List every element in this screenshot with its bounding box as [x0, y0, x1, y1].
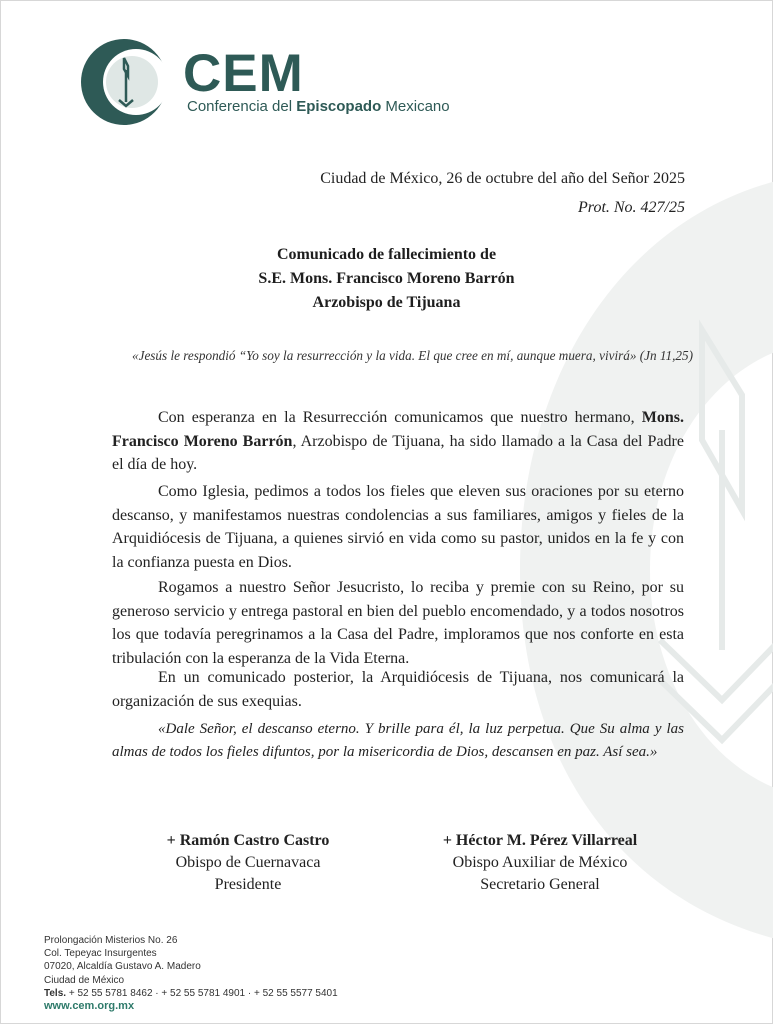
address-line: Prolongación Misterios No. 26	[44, 935, 178, 946]
closing-prayer: «Dale Señor, el descanso eterno. Y brille para él, la luz perpetua. Que Su alma y las almas de todos los fieles difuntos, por la misericordia de Dios, descansen en paz. Así sea.»	[112, 721, 684, 760]
signature-president	[148, 830, 348, 896]
signer-position: Presidente	[214, 876, 282, 893]
protocol-number: Prot. No. 427/25	[578, 199, 685, 216]
signer-role: Obispo de Cuernavaca	[175, 854, 321, 871]
bible-epigraph: «Jesús le respondió “Yo soy la resurrección y la vida. El que cree en mí, aunque muera, vivirá» (Jn 11,25)	[132, 348, 693, 363]
address-line: Ciudad de México	[44, 974, 125, 986]
website-link[interactable]: www.cem.org.mx	[44, 1000, 135, 1012]
document-title-line: Comunicado de fallecimiento de	[276, 246, 497, 263]
signer-position: Secretario General	[480, 876, 600, 893]
phone-line: Tels. + 52 55 5781 8462 · + 52 55 5781 4901 · + 52 55 5577 5401	[44, 987, 338, 999]
document-title-line: Arzobispo de Tijuana	[312, 294, 461, 311]
paragraph-prayers: Como Iglesia, pedimos a todos los fieles que eleven sus oraciones por su eterno descanso, y manifestamos nuestras condolencias a sus familiares, amigos y fieles de la Arquidiócesis de Tijuana, a quienes sirvió en vida como su pastor, unidos en la fe y con la confianza puesta en Dios.	[112, 483, 684, 571]
signer-role: Obispo Auxiliar de México	[452, 854, 628, 871]
signature-secretary	[420, 830, 660, 896]
address-line: 07020, Alcaldía Gustavo A. Madero	[44, 961, 201, 973]
paragraph-announcement: Con esperanza en la Resurrección comunicamos que nuestro hermano, Mons. Francisco Moreno Barrón, Arzobispo de Tijuana, ha sido llamado a la Casa del Padre el día de hoy.	[112, 409, 684, 473]
signer-name: + Héctor M. Pérez Villarreal	[442, 832, 638, 849]
date-line: Ciudad de México, 26 de octubre del año del Señor 2025	[320, 170, 685, 187]
address-line: Col. Tepeyac Insurgentes	[44, 948, 157, 960]
paragraph-exequies: En un comunicado posterior, la Arquidiócesis de Tijuana, nos comunicará la organización de sus exequias.	[112, 669, 684, 710]
signer-name: + Ramón Castro Castro	[166, 832, 330, 849]
cem-logo-icon	[76, 36, 176, 128]
paragraph-petition: Rogamos a nuestro Señor Jesucristo, lo reciba y premie con su Reino, por su generoso servicio y entrega pastoral en bien del pueblo encomendado, y a todos nosotros los que todavía peregrinamos a la Casa del Padre, imploramos que nos conforte en esta tribulación con la esperanza de la Vida Eterna.	[112, 579, 684, 667]
document-title-line: S.E. Mons. Francisco Moreno Barrón	[258, 270, 515, 287]
brand-name: CEM	[183, 44, 304, 103]
footer-address	[44, 934, 338, 1000]
brand-subtitle: Conferencia del Episcopado Mexicano	[187, 98, 450, 115]
